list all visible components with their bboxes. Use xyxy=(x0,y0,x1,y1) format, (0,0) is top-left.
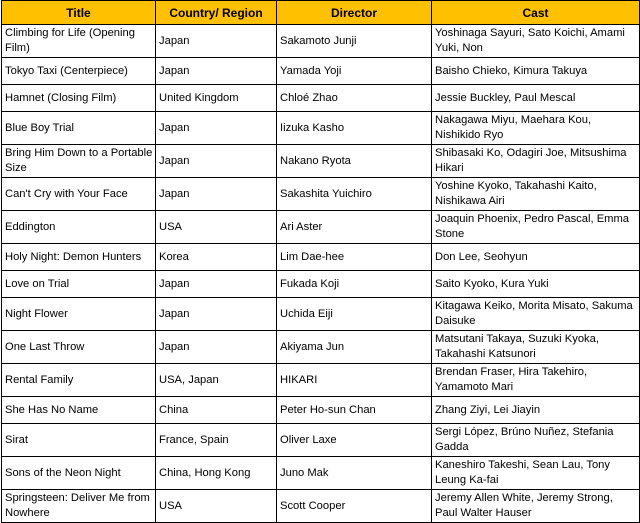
cell-director: Peter Ho-sun Chan xyxy=(277,397,432,424)
cell-country: USA xyxy=(156,490,277,523)
cell-director: Fukada Koji xyxy=(277,271,432,298)
cell-country: Japan xyxy=(156,58,277,85)
cell-director: Lim Dae-hee xyxy=(277,244,432,271)
cell-title: Hamnet (Closing Film) xyxy=(2,85,156,112)
cell-director: Sakamoto Junji xyxy=(277,25,432,58)
cell-cast: Yoshine Kyoko, Takahashi Kaito, Nishikawa Airi xyxy=(432,178,640,211)
cell-country: Japan xyxy=(156,331,277,364)
cell-cast: Brendan Fraser, Hira Takehiro, Yamamoto Mari xyxy=(432,364,640,397)
cell-title: Can't Cry with Your Face xyxy=(2,178,156,211)
table-row xyxy=(2,364,640,397)
cell-country: Japan xyxy=(156,25,277,58)
cell-title: Tokyo Taxi (Centerpiece) xyxy=(2,58,156,85)
cell-title: Rental Family xyxy=(2,364,156,397)
cell-country: China xyxy=(156,397,277,424)
cell-director: Iizuka Kasho xyxy=(277,112,432,145)
cell-title: Springsteen: Deliver Me from Nowhere xyxy=(2,490,156,523)
cell-cast: Kaneshiro Takeshi, Sean Lau, Tony Leung Ka-fai xyxy=(432,457,640,490)
cell-title: Bring Him Down to a Portable Size xyxy=(2,145,156,178)
cell-director: Uchida Eiji xyxy=(277,298,432,331)
table-row xyxy=(2,397,640,424)
table-row xyxy=(2,331,640,364)
cell-director: Juno Mak xyxy=(277,457,432,490)
cell-director: Chloé Zhao xyxy=(277,85,432,112)
cell-title: Blue Boy Trial xyxy=(2,112,156,145)
film-table xyxy=(1,0,640,523)
table-row xyxy=(2,178,640,211)
cell-country: Japan xyxy=(156,178,277,211)
cell-director: Oliver Laxe xyxy=(277,424,432,457)
cell-cast: Shibasaki Ko, Odagiri Joe, Mitsushima Hikari xyxy=(432,145,640,178)
cell-director: Ari Aster xyxy=(277,211,432,244)
cell-cast: Saito Kyoko, Kura Yuki xyxy=(432,271,640,298)
cell-country: France, Spain xyxy=(156,424,277,457)
cell-director: HIKARI xyxy=(277,364,432,397)
cell-country: Japan xyxy=(156,298,277,331)
cell-country: Japan xyxy=(156,112,277,145)
table-row xyxy=(2,85,640,112)
table-row xyxy=(2,244,640,271)
cell-title: Sirat xyxy=(2,424,156,457)
header-title: Title xyxy=(2,1,156,25)
table-row xyxy=(2,112,640,145)
cell-director: Scott Cooper xyxy=(277,490,432,523)
cell-country: United Kingdom xyxy=(156,85,277,112)
cell-title: Love on Trial xyxy=(2,271,156,298)
cell-cast: Yoshinaga Sayuri, Sato Koichi, Amami Yuki, Non xyxy=(432,25,640,58)
cell-cast: Nakagawa Miyu, Maehara Kou, Nishikido Ryo xyxy=(432,112,640,145)
cell-cast: Jessie Buckley, Paul Mescal xyxy=(432,85,640,112)
cell-title: Climbing for Life (Opening Film) xyxy=(2,25,156,58)
cell-title: Eddington xyxy=(2,211,156,244)
cell-country: USA xyxy=(156,211,277,244)
cell-cast: Matsutani Takaya, Suzuki Kyoka, Takahashi Katsunori xyxy=(432,331,640,364)
table-row xyxy=(2,490,640,523)
cell-country: Japan xyxy=(156,271,277,298)
header-cast: Cast xyxy=(432,1,640,25)
cell-director: Yamada Yoji xyxy=(277,58,432,85)
cell-country: USA, Japan xyxy=(156,364,277,397)
cell-title: Sons of the Neon Night xyxy=(2,457,156,490)
cell-cast: Kitagawa Keiko, Morita Misato, Sakuma Daisuke xyxy=(432,298,640,331)
cell-cast: Sergi López, Brúno Nuñez, Stefania Gadda xyxy=(432,424,640,457)
cell-director: Nakano Ryota xyxy=(277,145,432,178)
header-row xyxy=(2,1,640,25)
table-row xyxy=(2,25,640,58)
cell-director: Akiyama Jun xyxy=(277,331,432,364)
table-row xyxy=(2,58,640,85)
header-country: Country/ Region xyxy=(156,1,277,25)
cell-cast: Joaquin Phoenix, Pedro Pascal, Emma Stone xyxy=(432,211,640,244)
table-row xyxy=(2,457,640,490)
cell-title: She Has No Name xyxy=(2,397,156,424)
cell-director: Sakashita Yuichiro xyxy=(277,178,432,211)
cell-title: Holy Night: Demon Hunters xyxy=(2,244,156,271)
cell-cast: Jeremy Allen White, Jeremy Strong, Paul Walter Hauser xyxy=(432,490,640,523)
cell-country: Japan xyxy=(156,145,277,178)
header-director: Director xyxy=(277,1,432,25)
cell-cast: Don Lee, Seohyun xyxy=(432,244,640,271)
table-row xyxy=(2,211,640,244)
table-row xyxy=(2,298,640,331)
cell-country: Korea xyxy=(156,244,277,271)
cell-title: Night Flower xyxy=(2,298,156,331)
cell-country: China, Hong Kong xyxy=(156,457,277,490)
cell-cast: Baisho Chieko, Kimura Takuya xyxy=(432,58,640,85)
table-row xyxy=(2,271,640,298)
table-row xyxy=(2,424,640,457)
cell-cast: Zhang Ziyi, Lei Jiayin xyxy=(432,397,640,424)
cell-title: One Last Throw xyxy=(2,331,156,364)
table-row xyxy=(2,145,640,178)
